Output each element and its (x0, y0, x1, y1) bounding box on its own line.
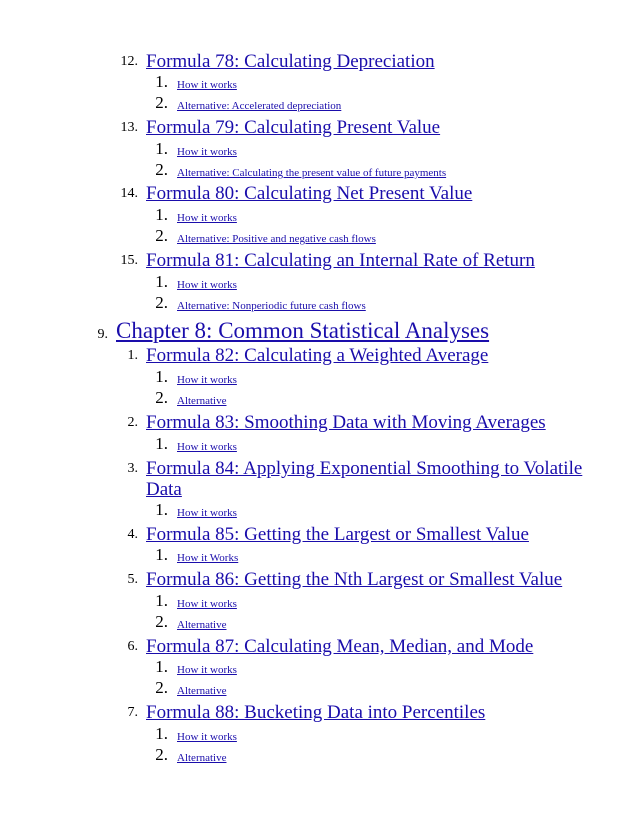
list-number: 1. (155, 724, 168, 743)
list-number: 1. (155, 72, 168, 91)
link-formula-88[interactable]: Formula 88: Bucketing Data into Percentiles (146, 702, 486, 723)
list-number: 2. (155, 678, 168, 697)
list-number: 1. (155, 591, 168, 610)
list-number: 1. (155, 205, 168, 224)
list-number: 2. (155, 612, 168, 631)
link-chapter-8[interactable]: Chapter 8: Common Statistical Analyses (116, 318, 490, 343)
link-formula-81[interactable]: Formula 81: Calculating an Internal Rate of Return (146, 250, 535, 271)
link-formula-84-continued[interactable]: Data (146, 479, 182, 500)
list-number: 1. (155, 367, 168, 386)
link-how-it-works[interactable]: How it works (177, 212, 237, 224)
list-number: 7. (127, 705, 138, 720)
link-how-it-works[interactable]: How it works (177, 279, 237, 291)
link-how-it-works[interactable]: How it works (177, 79, 237, 91)
list-number: 1. (127, 348, 138, 363)
link-how-it-works[interactable]: How it works (177, 374, 237, 386)
link-alternative[interactable]: Alternative (177, 685, 227, 697)
link-how-it-works[interactable]: How it works (177, 441, 237, 453)
link-how-it-works[interactable]: How it works (177, 507, 237, 519)
link-alternative[interactable]: Alternative (177, 395, 227, 407)
list-number: 2. (155, 160, 168, 179)
link-how-it-works[interactable]: How it works (177, 598, 237, 610)
list-number: 2. (155, 93, 168, 112)
link-alternative[interactable]: Alternative (177, 619, 227, 631)
list-number: 2. (155, 745, 168, 764)
link-formula-83[interactable]: Formula 83: Smoothing Data with Moving Averages (146, 412, 546, 433)
list-number: 2. (155, 293, 168, 312)
link-alternative[interactable]: Alternative: Calculating the present value of future payments (177, 167, 447, 179)
list-number: 12. (120, 54, 138, 69)
link-formula-78[interactable]: Formula 78: Calculating Depreciation (146, 51, 435, 72)
link-how-it-works[interactable]: How it Works (177, 552, 239, 564)
link-formula-86[interactable]: Formula 86: Getting the Nth Largest or Smallest Value (146, 569, 563, 590)
list-number: 1. (155, 139, 168, 158)
link-how-it-works[interactable]: How it works (177, 664, 237, 676)
list-number: 1. (155, 434, 168, 453)
link-alternative[interactable]: Alternative: Positive and negative cash flows (177, 233, 376, 245)
list-number: 4. (127, 527, 138, 542)
link-alternative[interactable]: Alternative: Accelerated depreciation (177, 100, 342, 112)
list-number: 2. (127, 415, 138, 430)
list-number: 1. (155, 272, 168, 291)
link-formula-79[interactable]: Formula 79: Calculating Present Value (146, 117, 441, 138)
list-number: 6. (127, 639, 138, 654)
list-number: 13. (120, 120, 138, 135)
link-how-it-works[interactable]: How it works (177, 146, 237, 158)
link-formula-82[interactable]: Formula 82: Calculating a Weighted Average (146, 345, 489, 366)
link-formula-85[interactable]: Formula 85: Getting the Largest or Smallest Value (146, 524, 529, 545)
list-number: 14. (120, 186, 138, 201)
list-number: 3. (127, 461, 138, 476)
link-how-it-works[interactable]: How it works (177, 731, 237, 743)
list-number: 1. (155, 545, 168, 564)
link-formula-80[interactable]: Formula 80: Calculating Net Present Value (146, 183, 473, 204)
list-number: 1. (155, 500, 168, 519)
link-formula-84[interactable]: Formula 84: Applying Exponential Smoothing to Volatile (146, 458, 583, 479)
link-formula-87[interactable]: Formula 87: Calculating Mean, Median, and Mode (146, 636, 534, 657)
list-number: 5. (127, 572, 138, 587)
link-alternative[interactable]: Alternative: Nonperiodic future cash flows (177, 300, 366, 312)
list-number: 9. (97, 327, 108, 342)
list-number: 2. (155, 388, 168, 407)
list-number: 2. (155, 226, 168, 245)
list-number: 1. (155, 657, 168, 676)
list-number: 15. (120, 253, 138, 268)
link-alternative[interactable]: Alternative (177, 752, 227, 764)
